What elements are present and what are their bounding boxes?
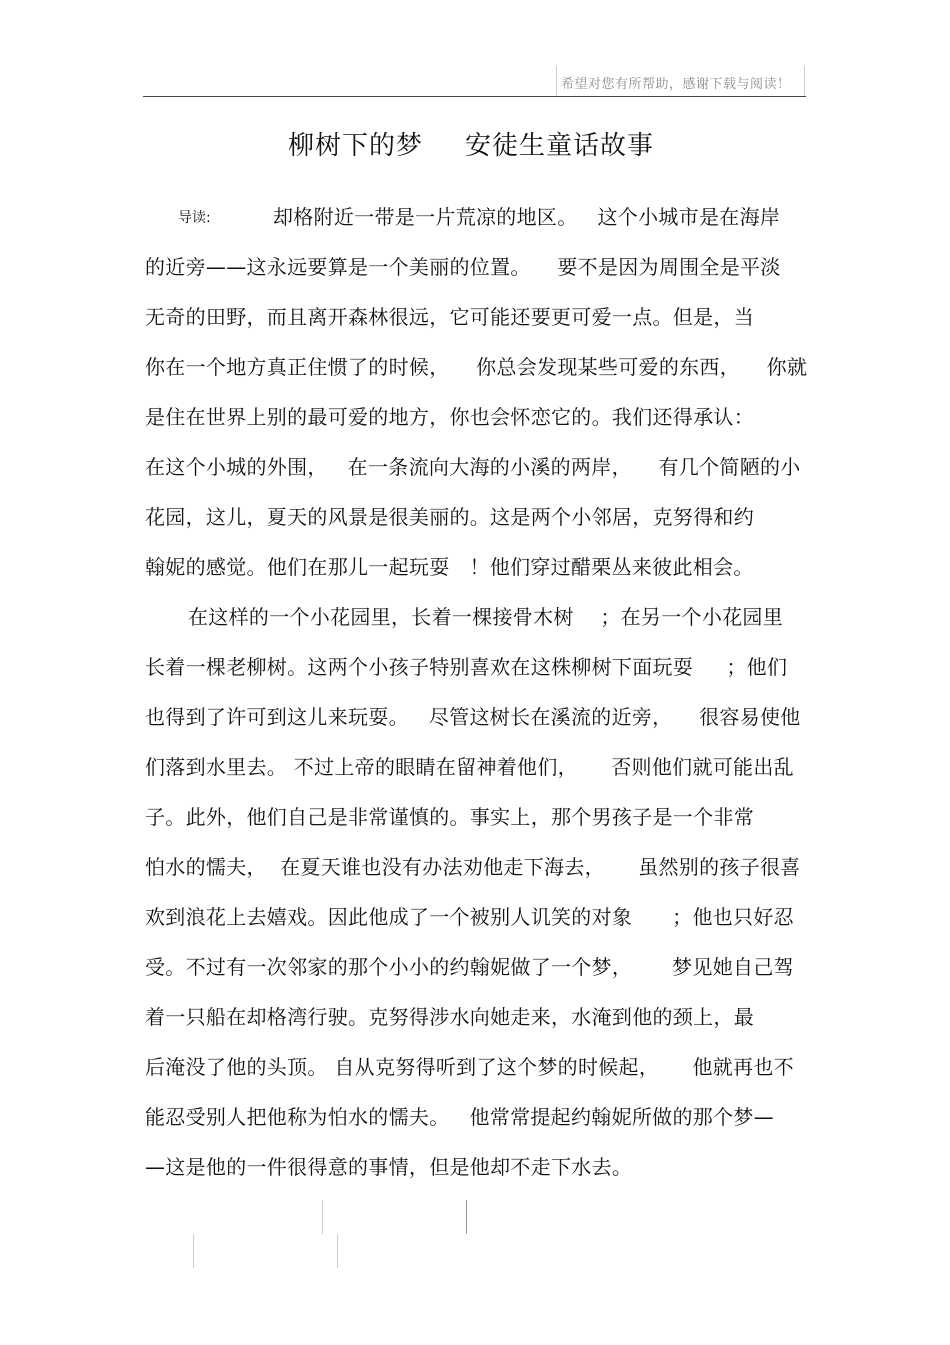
body-line: 是住在世界上别的最可爱的地方，你也会怀恋它的。我们还得承认： — [145, 405, 754, 429]
header-banner — [556, 66, 805, 97]
page-title — [288, 125, 654, 162]
header-rule — [143, 96, 806, 97]
body-line: 翰妮的感觉。他们在那儿一起玩耍 ！他们穿过醋栗丛来彼此相会。 — [145, 555, 754, 579]
body-line: 们落到水里去。 不过上帝的眼睛在留神着他们， 否则他们就可能出乱 — [145, 755, 794, 779]
lead-label: 导读: — [178, 210, 211, 226]
body-line: 长着一棵老柳树。这两个小孩子特别喜欢在这株柳树下面玩耍 ；他们 — [145, 655, 788, 679]
body-line: 在这样的一个小花园里，长着一棵接骨木树 ；在另一个小花园里 — [188, 605, 784, 629]
body-line: 欢到浪花上去嬉戏。因此他成了一个被别人讥笑的对象 ；他也只好忍 — [145, 905, 794, 929]
body-line: 无奇的田野，而且离开森林很远，它可能还要更可爱一点。但是，当 — [145, 305, 754, 329]
body-line: 在这个小城的外围， 在一条流向大海的小溪的两岸， 有几个简陋的小 — [145, 455, 801, 479]
banner-text: 希望对您有所帮助，感谢下载与阅读！ — [561, 77, 791, 92]
body-line: 却格附近一带是一片荒凉的地区。 这个小城市是在海岸 — [273, 205, 781, 229]
body-line: 着一只船在却格湾行驶。克努得涉水向她走来，水淹到他的颈上，最 — [145, 1005, 754, 1029]
body-line: 受。不过有一次邻家的那个小小的约翰妮做了一个梦， 梦见她自己驾 — [145, 955, 794, 979]
title-part2: 安徒生童话故事 — [465, 131, 655, 161]
scan-mark — [466, 1200, 467, 1234]
body-line: 也得到了许可到这儿来玩耍。 尽管这树长在溪流的近旁， 很容易使他 — [145, 705, 801, 729]
body-line: 你在一个地方真正住惯了的时候， 你总会发现某些可爱的东西， 你就 — [145, 355, 808, 379]
body-line: 花园，这儿，夏天的风景是很美丽的。这是两个小邻居，克努得和约 — [145, 505, 754, 529]
scan-mark — [322, 1200, 323, 1234]
body-line: —这是他的一件很得意的事情，但是他却不走下水去。 — [145, 1155, 633, 1179]
title-part1: 柳树下的梦 — [288, 131, 424, 161]
body-line: 子。此外，他们自己是非常谨慎的。事实上，那个男孩子是一个非常 — [145, 805, 754, 829]
scan-mark — [193, 1234, 194, 1268]
body-line: 的近旁——这永远要算是一个美丽的位置。 要不是因为周围全是平淡 — [145, 255, 781, 279]
body-line: 怕水的懦夫， 在夏天谁也没有办法劝他走下海去， 虽然别的孩子很喜 — [145, 855, 801, 879]
body-line: 能忍受别人把他称为怕水的懦夫。 他常常提起约翰妮所做的那个梦— — [145, 1105, 774, 1129]
scan-mark — [337, 1234, 338, 1268]
body-line: 后淹没了他的头顶。 自从克努得听到了这个梦的时候起， 他就再也不 — [145, 1055, 794, 1079]
